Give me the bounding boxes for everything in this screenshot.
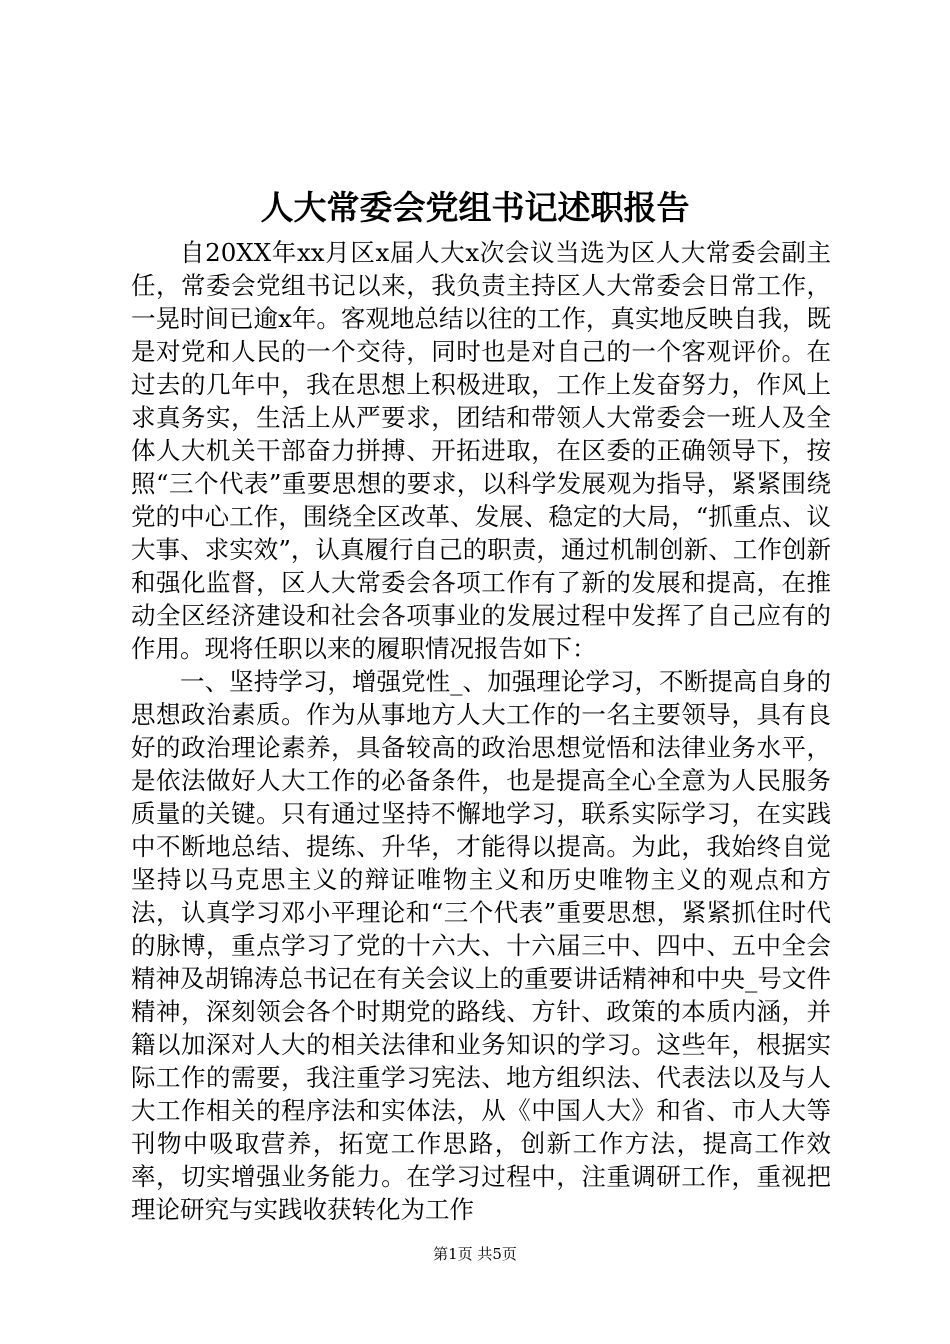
document-body [131, 236, 831, 1226]
page-footer: 第1页 共5页 [433, 1245, 517, 1263]
paragraph-section-one: 一、坚持学习，增强党性_、加强理论学习，不断提高自身的思想政治素质。作为从事地方人大工作的一名主要领导，具有良好的政治理论素养，具备较高的政治思想觉悟和法律业务水平，是依法做好人大工作的必备条件，也是提高全心全意为人民服务质量的关键。只有通过坚持不懈地学习，联系实际学习，在实践中不断地总结、提练、升华，才能得以提高。为此，我始终自觉坚持以马克思主义的辩证唯物主义和历史唯物主义的观点和方法，认真学习邓小平理论和“三个代表”重要思想，紧紧抓住时代的脉博，重点学习了党的十六大、十六届三中、四中、五中全会精神及胡锦涛总书记在有关会议上的重要讲话精神和中央_号文件精神，深刻领会各个时期党的路线、方针、政策的本质内涵，并籍以加深对人大的相关法律和业务知识的学习。这些年，根据实际工作的需要，我注重学习宪法、地方组织法、代表法以及与人大工作相关的程序法和实体法，从《中国人大》和省、市人大等刊物中吸取营养，拓宽工作思路，创新工作方法，提高工作效率，切实增强业务能力。在学习过程中，注重调研工作，重视把理论研究与实践收获转化为工作 [131, 667, 831, 1224]
paragraph-intro: 自20XX年xx月区x届人大x次会议当选为区人大常委会副主任，常委会党组书记以来，我负责主持区人大常委会日常工作，一晃时间已逾x年。客观地总结以往的工作，真实地反映自我，既是对党和人民的一个交待，同时也是对自己的一个客观评价。在过去的几年中，我在思想上积极进取，工作上发奋努力，作风上求真务实，生活上从严要求，团结和带领人大常委会一班人及全体人大机关干部奋力拼搏、开拓进取，在区委的正确领导下，按照“三个代表”重要思想的要求，以科学发展观为指导，紧紧围绕党的中心工作，围绕全区改革、发展、稳定的大局，“抓重点、议大事、求实效”，认真履行自己的职责，通过机制创新、工作创新和强化监督，区人大常委会各项工作有了新的发展和提高，在推动全区经济建设和社会各项事业的发展过程中发挥了自己应有的作用。现将任职以来的履职情况报告如下： [131, 238, 831, 663]
document-title: 人大常委会党组书记述职报告 [260, 188, 690, 227]
